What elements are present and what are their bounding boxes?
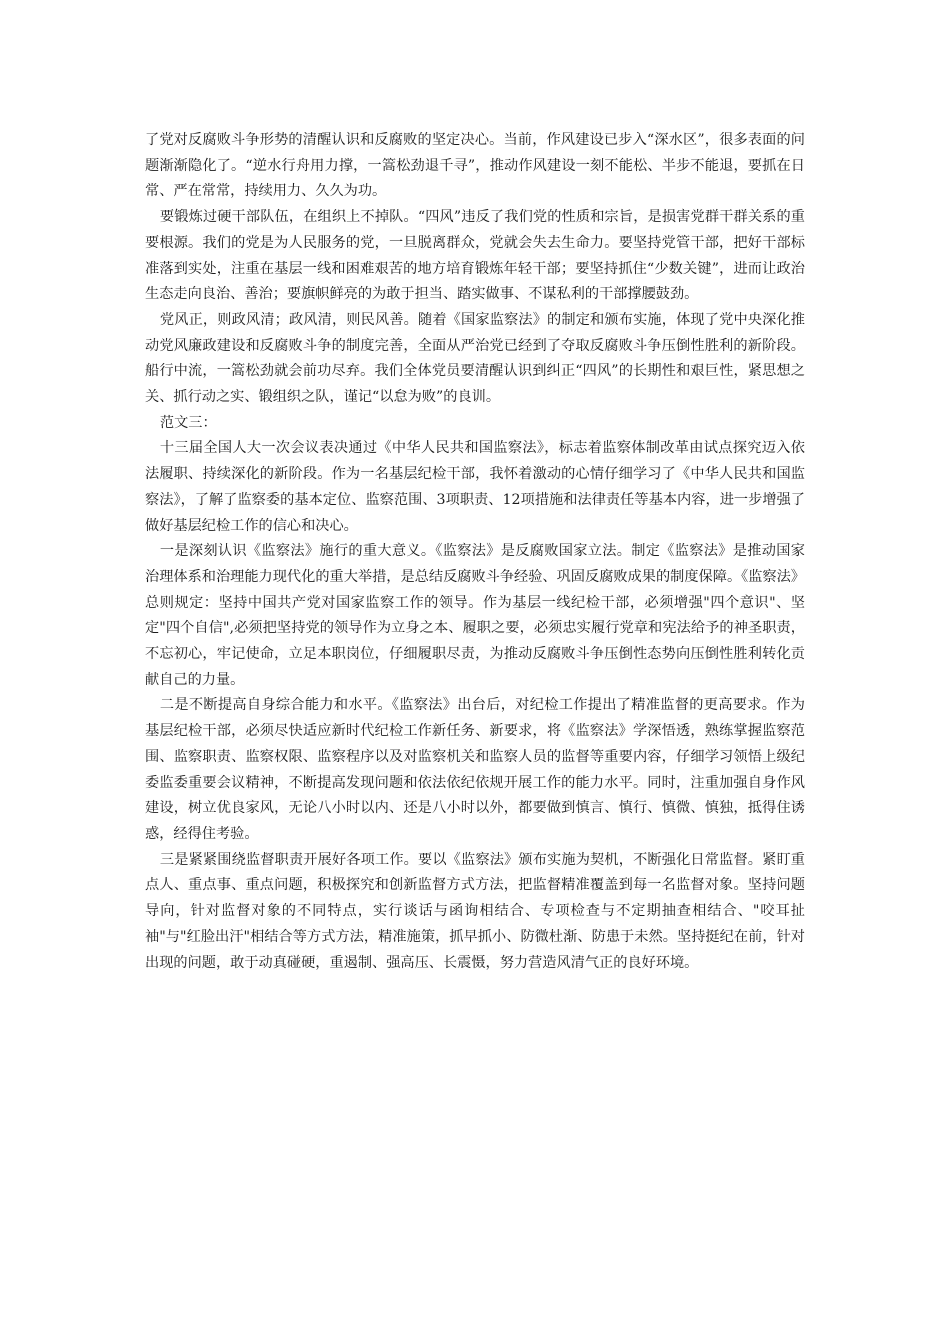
paragraph-7: 二是不断提高自身综合能力和水平。《监察法》出台后，对纪检工作提出了精准监督的更高要求。作为基层纪检干部，必须尽快适应新时代纪检工作新任务、新要求，将《监察法》学深悟透，熟练掌握监察范围、监察职责、监察权限、监察程序以及对监察机关和监察人员的监督等重要内容，仔细学习领悟上级纪委监委重要会议精神，不断提高发现问题和依法依纪依规开展工作的能力水平。同时，注重加强自身作风建设，树立优良家风，无论八小时以内、还是八小时以外，都要做到慎言、慎行、慎微、慎独，抵得住诱惑，经得住考验。 <box>145 697 805 842</box>
paragraph-5: 十三届全国人大一次会议表决通过《中华人民共和国监察法》，标志着监察体制改革由试点探究迈入依法履职、持续深化的新阶段。作为一名基层纪检干部，我怀着激动的心情仔细学习了《中华人民共和国监察法》，了解了监察委的基本定位、监察范围、3项职责、12项措施和法律责任等基本内容，进一步增强了做好基层纪检工作的信心和决心。 <box>145 440 805 534</box>
section-heading-fanwen-3: 范文三： <box>159 414 217 431</box>
paragraph-1: 了党对反腐败斗争形势的清醒认识和反腐败的坚定决心。当前，作风建设已步入“深水区”，很多表面的问题渐渐隐化了。“逆水行舟用力撑，一篙松劲退千寻”，推动作风建设一刻不能松、半步不能退，要抓在日常、严在常常，持续用力、久久为功。 <box>145 132 805 200</box>
paragraph-3: 党风正，则政风清；政风清，则民风善。随着《国家监察法》的制定和颁布实施，体现了党中央深化推动党风廉政建设和反腐败斗争的制度完善，全面从严治党已经到了夺取反腐败斗争压倒性胜利的新阶段。船行中流，一篙松劲就会前功尽弃。我们全体党员要清醒认识到纠正“四风”的长期性和艰巨性，紧思想之关、抓行动之实、锻组织之队，谨记“以怠为败”的良训。 <box>145 311 805 406</box>
paragraph-6: 一是深刻认识《监察法》施行的重大意义。《监察法》是反腐败国家立法。制定《监察法》是推动国家治理体系和治理能力现代化的重大举措，是总结反腐败斗争经验、巩固反腐败成果的制度保障。《监察法》总则规定：坚持中国共产党对国家监察工作的领导。作为基层一线纪检干部，必须增强"四个意识"、坚定"四个自信",必须把坚持党的领导作为立身之本、履职之要，必须忠实履行党章和宪法给予的神圣职责，不忘初心，牢记使命，立足本职岗位，仔细履职尽责，为推动反腐败斗争压倒性态势向压倒性胜利转化贡献自己的力量。 <box>145 543 805 688</box>
paragraph-8: 三是紧紧围绕监督职责开展好各项工作。要以《监察法》颁布实施为契机，不断强化日常监督。紧盯重点人、重点事、重点问题，积极探究和创新监督方式方法，把监督精准覆盖到每一名监督对象。坚持问题导向，针对监督对象的不同特点，实行谈话与函询相结合、专项检查与不定期抽查相结合、"咬耳扯袖"与"红脸出汗"相结合等方式方法，精准施策，抓早抓小、防微杜渐、防患于未然。坚持挺纪在前，针对出现的问题，敢于动真碰硬，重遏制、强高压、长震慑，努力营造风清气正的良好环境。 <box>145 851 805 971</box>
paragraph-2: 要锻炼过硬干部队伍，在组织上不掉队。“四风”违反了我们党的性质和宗旨，是损害党群干群关系的重要根源。我们的党是为人民服务的党，一旦脱离群众，党就会失去生命力。要坚持党管干部，把好干部标准落到实处，注重在基层一线和困难艰苦的地方培育锻炼年轻干部；要坚持抓住“少数关键”，进而让政治生态走向良治、善治；要旗帜鲜亮的为敢于担当、踏实做事、不谋私利的干部撑腰鼓劲。 <box>145 209 805 303</box>
document-body <box>145 128 805 976</box>
